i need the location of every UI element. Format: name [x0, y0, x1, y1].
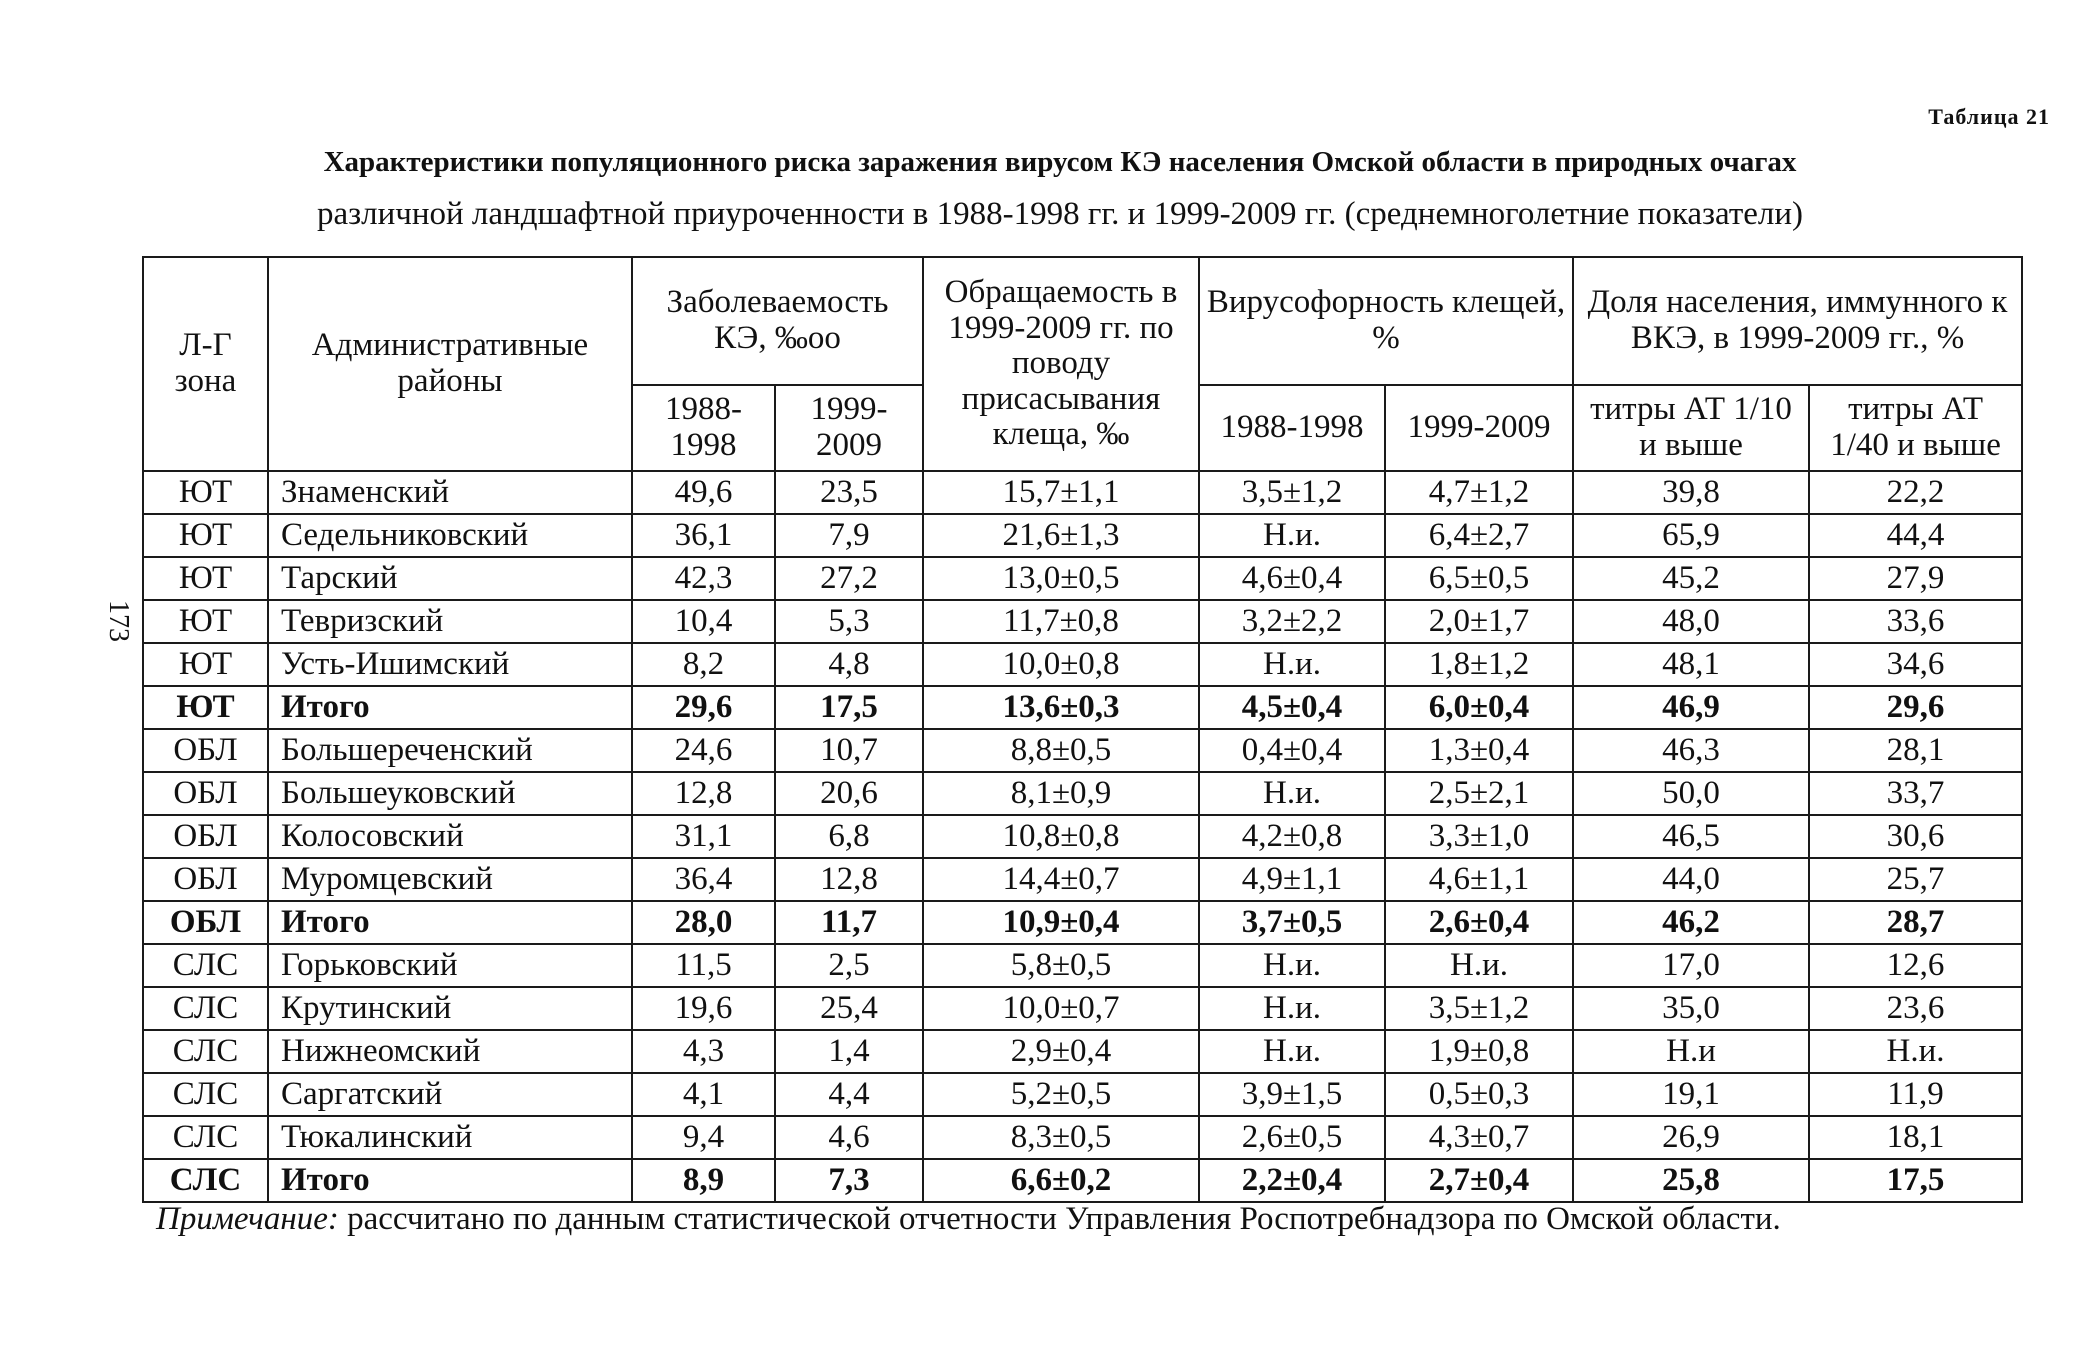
cell-titer-10: 19,1	[1573, 1073, 1809, 1116]
cell-virus-1988: Н.и.	[1199, 772, 1385, 815]
cell-titer-10: 39,8	[1573, 471, 1809, 514]
cell-district: Итого	[268, 1159, 632, 1202]
cell-zone: ЮТ	[143, 643, 268, 686]
cell-titer-40: 33,7	[1809, 772, 2022, 815]
cell-incidence-1988: 8,9	[632, 1159, 775, 1202]
cell-zone: СЛС	[143, 944, 268, 987]
cell-zone: ОБЛ	[143, 772, 268, 815]
cell-titer-10: 44,0	[1573, 858, 1809, 901]
cell-virus-1999: 2,6±0,4	[1385, 901, 1573, 944]
cell-titer-40: 25,7	[1809, 858, 2022, 901]
table-row	[143, 772, 2022, 815]
cell-zone: ОБЛ	[143, 858, 268, 901]
cell-incidence-1999: 7,3	[775, 1159, 923, 1202]
cell-incidence-1988: 24,6	[632, 729, 775, 772]
header-inc-1988: 1988-1998	[632, 385, 775, 471]
table-row	[143, 944, 2022, 987]
table-row	[143, 1030, 2022, 1073]
header-vir-1999: 1999-2009	[1385, 385, 1573, 471]
table-title-line-1: Характеристики популяционного риска заражения вирусом КЭ населения Омской области в природных очагах	[323, 146, 1797, 178]
cell-titer-40: Н.и.	[1809, 1030, 2022, 1073]
cell-titer-40: 33,6	[1809, 600, 2022, 643]
cell-zone: СЛС	[143, 1116, 268, 1159]
cell-district: Крутинский	[268, 987, 632, 1030]
cell-virus-1988: 3,9±1,5	[1199, 1073, 1385, 1116]
cell-incidence-1999: 27,2	[775, 557, 923, 600]
cell-virus-1988: Н.и.	[1199, 643, 1385, 686]
cell-titer-10: Н.и	[1573, 1030, 1809, 1073]
cell-titer-40: 28,7	[1809, 901, 2022, 944]
cell-incidence-1988: 31,1	[632, 815, 775, 858]
cell-incidence-1988: 19,6	[632, 987, 775, 1030]
cell-incidence-1999: 2,5	[775, 944, 923, 987]
cell-district: Знаменский	[268, 471, 632, 514]
cell-appeal: 5,8±0,5	[923, 944, 1199, 987]
cell-district: Тарский	[268, 557, 632, 600]
cell-appeal: 10,8±0,8	[923, 815, 1199, 858]
cell-titer-10: 45,2	[1573, 557, 1809, 600]
table-row	[143, 1116, 2022, 1159]
cell-virus-1999: 3,5±1,2	[1385, 987, 1573, 1030]
note-text: рассчитано по данным статистической отчетности Управления Роспотребнадзора по Омской области.	[338, 1201, 1781, 1237]
cell-virus-1999: 2,0±1,7	[1385, 600, 1573, 643]
cell-district: Горьковский	[268, 944, 632, 987]
cell-zone: СЛС	[143, 1073, 268, 1116]
cell-virus-1988: Н.и.	[1199, 987, 1385, 1030]
cell-virus-1988: 0,4±0,4	[1199, 729, 1385, 772]
table-note	[156, 1201, 1781, 1238]
cell-titer-10: 48,1	[1573, 643, 1809, 686]
cell-incidence-1988: 49,6	[632, 471, 775, 514]
cell-appeal: 6,6±0,2	[923, 1159, 1199, 1202]
cell-zone: ЮТ	[143, 600, 268, 643]
cell-incidence-1988: 36,4	[632, 858, 775, 901]
cell-titer-10: 46,5	[1573, 815, 1809, 858]
cell-incidence-1999: 17,5	[775, 686, 923, 729]
cell-virus-1999: 6,4±2,7	[1385, 514, 1573, 557]
header-incidence: Заболеваемость КЭ, ‰оо	[632, 257, 923, 385]
cell-incidence-1999: 23,5	[775, 471, 923, 514]
cell-appeal: 8,1±0,9	[923, 772, 1199, 815]
cell-appeal: 11,7±0,8	[923, 600, 1199, 643]
cell-virus-1988: 4,5±0,4	[1199, 686, 1385, 729]
cell-zone: ЮТ	[143, 514, 268, 557]
cell-virus-1988: 3,2±2,2	[1199, 600, 1385, 643]
cell-incidence-1999: 11,7	[775, 901, 923, 944]
cell-appeal: 14,4±0,7	[923, 858, 1199, 901]
cell-titer-40: 18,1	[1809, 1116, 2022, 1159]
cell-titer-40: 12,6	[1809, 944, 2022, 987]
table-row	[143, 987, 2022, 1030]
cell-incidence-1999: 7,9	[775, 514, 923, 557]
cell-zone: СЛС	[143, 1030, 268, 1073]
table-row	[143, 471, 2022, 514]
cell-titer-40: 23,6	[1809, 987, 2022, 1030]
cell-incidence-1988: 12,8	[632, 772, 775, 815]
cell-incidence-1988: 29,6	[632, 686, 775, 729]
cell-incidence-1999: 1,4	[775, 1030, 923, 1073]
cell-virus-1999: 4,6±1,1	[1385, 858, 1573, 901]
cell-virus-1999: 2,7±0,4	[1385, 1159, 1573, 1202]
cell-appeal: 5,2±0,5	[923, 1073, 1199, 1116]
page-number: 173	[103, 600, 134, 642]
cell-incidence-1988: 9,4	[632, 1116, 775, 1159]
cell-titer-40: 29,6	[1809, 686, 2022, 729]
cell-titer-10: 46,3	[1573, 729, 1809, 772]
cell-virus-1999: 3,3±1,0	[1385, 815, 1573, 858]
header-appeal: Обращаемость в 1999-2009 гг. по поводу присасывания клеща, ‰	[923, 257, 1199, 471]
cell-virus-1999: 6,5±0,5	[1385, 557, 1573, 600]
cell-virus-1999: 1,9±0,8	[1385, 1030, 1573, 1073]
cell-titer-10: 25,8	[1573, 1159, 1809, 1202]
cell-incidence-1988: 4,1	[632, 1073, 775, 1116]
data-table	[142, 256, 2023, 1203]
note-label: Примечание:	[156, 1201, 339, 1237]
table-row	[143, 557, 2022, 600]
cell-virus-1999: 0,5±0,3	[1385, 1073, 1573, 1116]
cell-incidence-1999: 5,3	[775, 600, 923, 643]
cell-titer-40: 34,6	[1809, 643, 2022, 686]
cell-appeal: 8,3±0,5	[923, 1116, 1199, 1159]
cell-titer-10: 46,2	[1573, 901, 1809, 944]
cell-virus-1999: 1,8±1,2	[1385, 643, 1573, 686]
cell-virus-1988: Н.и.	[1199, 1030, 1385, 1073]
cell-zone: СЛС	[143, 987, 268, 1030]
cell-titer-10: 50,0	[1573, 772, 1809, 815]
header-inc-1999: 1999-2009	[775, 385, 923, 471]
cell-incidence-1999: 20,6	[775, 772, 923, 815]
cell-virus-1988: 4,9±1,1	[1199, 858, 1385, 901]
table-row	[143, 858, 2022, 901]
header-zone: Л-Г зона	[143, 257, 268, 471]
cell-appeal: 15,7±1,1	[923, 471, 1199, 514]
cell-district: Тевризский	[268, 600, 632, 643]
header-titer-10: титры АТ 1/10 и выше	[1573, 385, 1809, 471]
cell-district: Итого	[268, 686, 632, 729]
header-titer-40: титры АТ 1/40 и выше	[1809, 385, 2022, 471]
cell-titer-10: 35,0	[1573, 987, 1809, 1030]
table-row	[143, 514, 2022, 557]
table-row	[143, 643, 2022, 686]
cell-virus-1988: 4,6±0,4	[1199, 557, 1385, 600]
cell-virus-1988: 2,2±0,4	[1199, 1159, 1385, 1202]
cell-zone: ЮТ	[143, 471, 268, 514]
cell-appeal: 21,6±1,3	[923, 514, 1199, 557]
cell-appeal: 8,8±0,5	[923, 729, 1199, 772]
cell-titer-40: 11,9	[1809, 1073, 2022, 1116]
table-total-row	[143, 1159, 2022, 1202]
cell-virus-1988: 2,6±0,5	[1199, 1116, 1385, 1159]
table-row	[143, 729, 2022, 772]
header-vir-1988: 1988-1998	[1199, 385, 1385, 471]
header-virus: Вирусофорность клещей, %	[1199, 257, 1573, 385]
cell-district: Колосовский	[268, 815, 632, 858]
cell-appeal: 13,6±0,3	[923, 686, 1199, 729]
cell-incidence-1999: 25,4	[775, 987, 923, 1030]
cell-incidence-1988: 4,3	[632, 1030, 775, 1073]
cell-titer-10: 48,0	[1573, 600, 1809, 643]
cell-virus-1988: 3,5±1,2	[1199, 471, 1385, 514]
table-title-line-2: различной ландшафтной приуроченности в 1988-1998 гг. и 1999-2009 гг. (среднемноголетние показатели)	[316, 196, 1804, 232]
cell-district: Усть-Ишимский	[268, 643, 632, 686]
table-row	[143, 600, 2022, 643]
cell-virus-1999: 1,3±0,4	[1385, 729, 1573, 772]
cell-district: Большеуковский	[268, 772, 632, 815]
cell-incidence-1999: 4,8	[775, 643, 923, 686]
cell-incidence-1988: 8,2	[632, 643, 775, 686]
cell-district: Муромцевский	[268, 858, 632, 901]
cell-incidence-1999: 10,7	[775, 729, 923, 772]
table-row	[143, 1073, 2022, 1116]
header-district: Административные районы	[268, 257, 632, 471]
header-immune: Доля населения, иммунного к ВКЭ, в 1999-2009 гг., %	[1573, 257, 2022, 385]
table-row	[143, 815, 2022, 858]
table-total-row	[143, 901, 2022, 944]
cell-appeal: 13,0±0,5	[923, 557, 1199, 600]
cell-virus-1988: 3,7±0,5	[1199, 901, 1385, 944]
cell-incidence-1999: 6,8	[775, 815, 923, 858]
cell-titer-10: 26,9	[1573, 1116, 1809, 1159]
cell-titer-40: 17,5	[1809, 1159, 2022, 1202]
cell-appeal: 10,0±0,8	[923, 643, 1199, 686]
table-total-row	[143, 686, 2022, 729]
cell-district: Большереченский	[268, 729, 632, 772]
cell-virus-1988: 4,2±0,8	[1199, 815, 1385, 858]
table-number: Таблица 21	[1928, 104, 2050, 129]
cell-titer-40: 22,2	[1809, 471, 2022, 514]
cell-titer-40: 28,1	[1809, 729, 2022, 772]
cell-appeal: 10,0±0,7	[923, 987, 1199, 1030]
cell-district: Тюкалинский	[268, 1116, 632, 1159]
cell-incidence-1999: 4,6	[775, 1116, 923, 1159]
cell-zone: ЮТ	[143, 686, 268, 729]
cell-incidence-1988: 36,1	[632, 514, 775, 557]
cell-virus-1999: 4,3±0,7	[1385, 1116, 1573, 1159]
cell-titer-10: 65,9	[1573, 514, 1809, 557]
cell-district: Итого	[268, 901, 632, 944]
cell-zone: СЛС	[143, 1159, 268, 1202]
cell-incidence-1988: 11,5	[632, 944, 775, 987]
cell-zone: ЮТ	[143, 557, 268, 600]
cell-incidence-1999: 4,4	[775, 1073, 923, 1116]
cell-incidence-1988: 10,4	[632, 600, 775, 643]
cell-incidence-1988: 42,3	[632, 557, 775, 600]
cell-titer-10: 17,0	[1573, 944, 1809, 987]
cell-virus-1999: 6,0±0,4	[1385, 686, 1573, 729]
cell-titer-10: 46,9	[1573, 686, 1809, 729]
cell-appeal: 2,9±0,4	[923, 1030, 1199, 1073]
cell-virus-1999: 2,5±2,1	[1385, 772, 1573, 815]
cell-virus-1999: Н.и.	[1385, 944, 1573, 987]
cell-zone: ОБЛ	[143, 901, 268, 944]
cell-virus-1999: 4,7±1,2	[1385, 471, 1573, 514]
cell-titer-40: 27,9	[1809, 557, 2022, 600]
cell-district: Саргатский	[268, 1073, 632, 1116]
cell-incidence-1988: 28,0	[632, 901, 775, 944]
cell-virus-1988: Н.и.	[1199, 944, 1385, 987]
cell-district: Седельниковский	[268, 514, 632, 557]
cell-zone: ОБЛ	[143, 729, 268, 772]
cell-titer-40: 30,6	[1809, 815, 2022, 858]
cell-zone: ОБЛ	[143, 815, 268, 858]
cell-incidence-1999: 12,8	[775, 858, 923, 901]
cell-virus-1988: Н.и.	[1199, 514, 1385, 557]
cell-appeal: 10,9±0,4	[923, 901, 1199, 944]
cell-titer-40: 44,4	[1809, 514, 2022, 557]
cell-district: Нижнеомский	[268, 1030, 632, 1073]
